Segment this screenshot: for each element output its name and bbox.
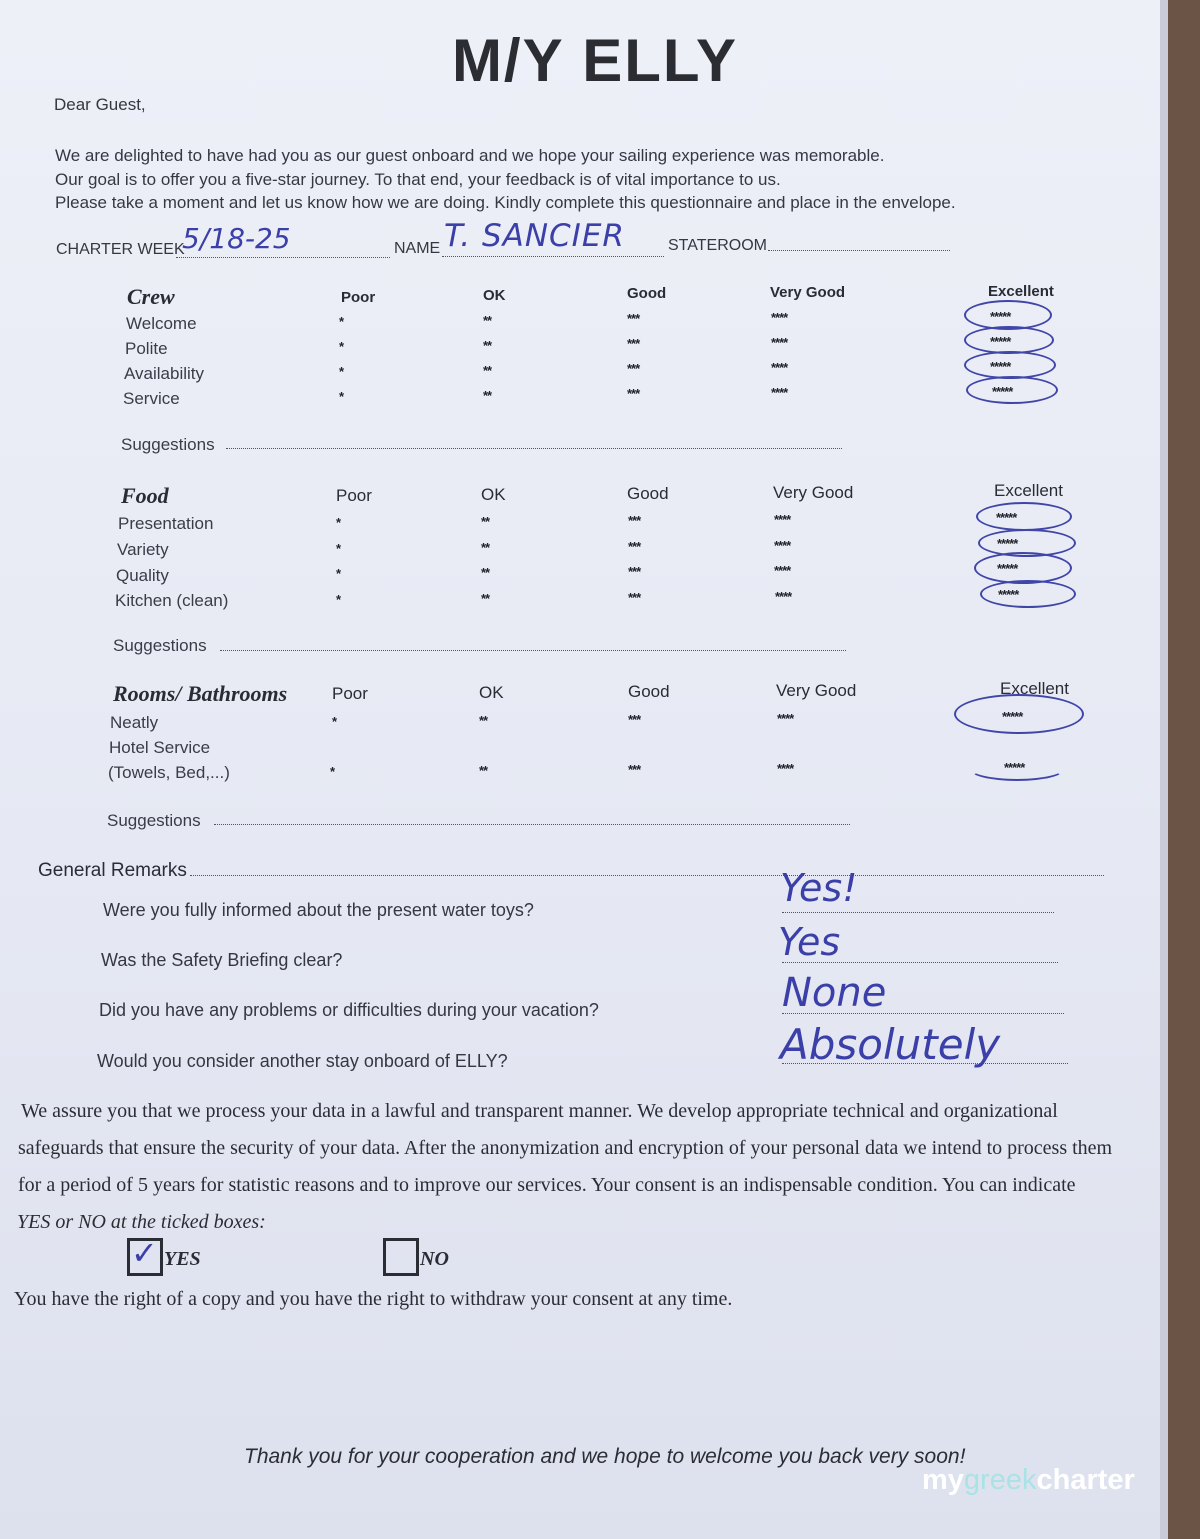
rating-star[interactable]: *** bbox=[627, 361, 640, 376]
rating-star[interactable]: ** bbox=[483, 338, 492, 353]
food-suggestions-line[interactable] bbox=[220, 650, 846, 651]
intro-line-2: Our goal is to offer you a five-star journey. To that end, your feedback is of vital importance to us. bbox=[55, 170, 781, 189]
consent-line-4: YES or NO at the ticked boxes: bbox=[17, 1211, 266, 1233]
crew-row-availability: Availability bbox=[124, 364, 205, 383]
yes-label: YES bbox=[164, 1248, 201, 1270]
answer-problems[interactable]: None bbox=[782, 970, 887, 1016]
rating-star[interactable]: *** bbox=[628, 762, 641, 777]
stateroom-label: STATEROOM bbox=[668, 237, 767, 254]
intro-line-1: We are delighted to have had you as our guest onboard and we hope your sailing experience was memorable. bbox=[55, 146, 885, 165]
rating-star[interactable]: **** bbox=[777, 711, 794, 726]
rating-star[interactable]: ***** bbox=[997, 536, 1018, 551]
rating-star[interactable]: **** bbox=[771, 385, 788, 400]
rating-star[interactable]: ** bbox=[483, 313, 492, 328]
rating-star[interactable]: **** bbox=[774, 538, 791, 553]
food-row-variety: Variety bbox=[117, 540, 169, 559]
food-row-kitchen: Kitchen (clean) bbox=[115, 591, 229, 610]
rating-star[interactable]: **** bbox=[771, 335, 788, 350]
answer-another-stay[interactable]: Absolutely bbox=[780, 1020, 1001, 1069]
answer-safety-briefing[interactable]: Yes bbox=[778, 920, 841, 964]
question-water-toys: Were you fully informed about the present water toys? bbox=[103, 900, 534, 920]
rating-star[interactable]: ***** bbox=[990, 334, 1011, 349]
rating-star[interactable]: * bbox=[339, 314, 344, 329]
section-title-rooms: Rooms/ Bathrooms bbox=[113, 681, 288, 706]
consent-rights: You have the right of a copy and you have the right to withdraw your consent at any time. bbox=[14, 1288, 733, 1310]
name-line bbox=[442, 256, 664, 257]
rooms-suggestions-line[interactable] bbox=[214, 824, 850, 825]
thank-you-note: Thank you for your cooperation and we hope to welcome you back very soon! bbox=[244, 1445, 966, 1468]
question-another-stay: Would you consider another stay onboard of ELLY? bbox=[97, 1051, 508, 1071]
watermark-logo: mygreekcharter bbox=[922, 1464, 1135, 1496]
rating-star[interactable]: * bbox=[336, 515, 341, 530]
rating-star[interactable]: ***** bbox=[990, 309, 1011, 324]
yes-check-mark: ✓ bbox=[131, 1234, 158, 1272]
crew-row-welcome: Welcome bbox=[126, 314, 197, 333]
col-very-good: Very Good bbox=[773, 483, 854, 502]
rating-star[interactable]: ***** bbox=[998, 587, 1019, 602]
name-label: NAME bbox=[394, 240, 441, 257]
yacht-title: M/Y ELLY bbox=[451, 27, 739, 94]
selection-circle bbox=[966, 376, 1058, 404]
selection-circle bbox=[964, 351, 1056, 379]
rating-star[interactable]: *** bbox=[627, 336, 640, 351]
selection-circle bbox=[976, 502, 1072, 531]
rating-star[interactable]: **** bbox=[777, 761, 794, 776]
rating-star[interactable]: * bbox=[330, 764, 335, 779]
rating-star[interactable]: * bbox=[336, 541, 341, 556]
col-good: Good bbox=[627, 285, 667, 302]
col-poor: Poor bbox=[336, 486, 372, 505]
selection-circle bbox=[980, 580, 1076, 608]
rating-star[interactable]: ***** bbox=[996, 510, 1017, 525]
rating-star[interactable]: * bbox=[339, 339, 344, 354]
rating-star[interactable]: ***** bbox=[992, 384, 1013, 399]
rating-star[interactable]: ***** bbox=[990, 359, 1011, 374]
rating-star[interactable]: * bbox=[336, 592, 341, 607]
col-poor: Poor bbox=[341, 289, 376, 306]
stateroom-line[interactable] bbox=[768, 250, 950, 251]
col-very-good: Very Good bbox=[776, 681, 857, 700]
rating-star[interactable]: **** bbox=[771, 310, 788, 325]
food-row-presentation: Presentation bbox=[118, 514, 214, 533]
col-very-good: Very Good bbox=[770, 284, 846, 301]
rating-star[interactable]: ** bbox=[481, 540, 490, 555]
rating-star[interactable]: *** bbox=[628, 712, 641, 727]
col-ok: OK bbox=[481, 485, 506, 504]
table-edge bbox=[1168, 0, 1200, 1539]
rating-star[interactable]: *** bbox=[628, 513, 641, 528]
rating-star[interactable]: **** bbox=[771, 360, 788, 375]
intro-line-3: Please take a moment and let us know how we are doing. Kindly complete this questionnaire and place in the envelope. bbox=[55, 193, 956, 212]
col-ok: OK bbox=[483, 287, 506, 304]
charter-week-label: CHARTER WEEK bbox=[56, 241, 185, 258]
col-poor: Poor bbox=[332, 684, 368, 703]
rating-star[interactable]: *** bbox=[628, 590, 641, 605]
rating-star[interactable]: ** bbox=[479, 713, 488, 728]
selection-circle bbox=[964, 326, 1054, 354]
rooms-row-neatly: Neatly bbox=[110, 713, 159, 732]
col-good: Good bbox=[627, 484, 669, 503]
charter-week-value[interactable]: 5/18-25 bbox=[182, 222, 291, 255]
section-title-food: Food bbox=[121, 483, 169, 508]
rating-star[interactable]: * bbox=[339, 389, 344, 404]
rating-star[interactable]: * bbox=[339, 364, 344, 379]
food-suggestions-label: Suggestions bbox=[113, 636, 207, 655]
rating-star[interactable]: **** bbox=[775, 589, 792, 604]
rating-star[interactable]: **** bbox=[774, 512, 791, 527]
section-title-crew: Crew bbox=[127, 284, 175, 309]
rating-star[interactable]: ** bbox=[481, 565, 490, 580]
rooms-row-hotel-service: Hotel Service bbox=[109, 738, 211, 757]
rating-star[interactable]: *** bbox=[628, 539, 641, 554]
general-remarks-line[interactable] bbox=[190, 875, 1104, 876]
consent-line-3: for a period of 5 years for statistic reasons and to improve our services. Your consent is an indispensable condition. You can indicate bbox=[18, 1174, 1076, 1196]
greeting: Dear Guest, bbox=[54, 95, 146, 114]
col-ok: OK bbox=[479, 683, 504, 702]
question-problems: Did you have any problems or difficulties during your vacation? bbox=[99, 1000, 599, 1020]
rating-star[interactable]: *** bbox=[627, 386, 640, 401]
col-excellent: Excellent bbox=[988, 283, 1054, 300]
crew-row-service: Service bbox=[123, 389, 180, 408]
selection-circle bbox=[968, 755, 1066, 781]
rating-star[interactable]: ** bbox=[481, 591, 490, 606]
rating-star[interactable]: ** bbox=[483, 388, 492, 403]
rooms-row-towels-bed: (Towels, Bed,...) bbox=[108, 763, 230, 782]
name-value[interactable]: T. SANCIER bbox=[444, 218, 625, 254]
rating-star[interactable]: *** bbox=[628, 564, 641, 579]
crew-row-polite: Polite bbox=[125, 339, 168, 358]
crew-suggestions-line[interactable] bbox=[226, 448, 842, 449]
rating-star[interactable]: * bbox=[336, 566, 341, 581]
answer-line bbox=[782, 912, 1054, 913]
col-excellent: Excellent bbox=[1000, 679, 1069, 698]
consent-line-2: safeguards that ensure the security of your data. After the anonymization and encryption of your personal data we intend to process them bbox=[18, 1137, 1113, 1159]
consent-line-1: We assure you that we process your data in a lawful and transparent manner. We develop appropriate technical and organizational bbox=[21, 1100, 1058, 1122]
rating-star[interactable]: ***** bbox=[997, 561, 1018, 576]
crew-suggestions-label: Suggestions bbox=[121, 435, 215, 454]
charter-week-line bbox=[176, 257, 390, 258]
no-checkbox[interactable] bbox=[383, 1238, 419, 1276]
col-excellent: Excellent bbox=[994, 481, 1063, 500]
rating-star[interactable]: ** bbox=[479, 763, 488, 778]
rooms-suggestions-label: Suggestions bbox=[107, 811, 201, 830]
rating-star[interactable]: * bbox=[332, 714, 337, 729]
col-good: Good bbox=[628, 682, 670, 701]
general-remarks-label: General Remarks bbox=[38, 860, 187, 881]
rating-star[interactable]: *** bbox=[627, 311, 640, 326]
selection-circle bbox=[954, 694, 1084, 734]
rating-star[interactable]: ** bbox=[483, 363, 492, 378]
rating-star[interactable]: ***** bbox=[1004, 760, 1025, 775]
answer-water-toys[interactable]: Yes! bbox=[780, 866, 858, 910]
food-row-quality: Quality bbox=[116, 566, 169, 585]
rating-star[interactable]: ** bbox=[481, 514, 490, 529]
question-safety-briefing: Was the Safety Briefing clear? bbox=[101, 950, 343, 970]
rating-star[interactable]: ***** bbox=[1002, 709, 1023, 724]
rating-star[interactable]: **** bbox=[774, 563, 791, 578]
no-label: NO bbox=[420, 1248, 449, 1270]
